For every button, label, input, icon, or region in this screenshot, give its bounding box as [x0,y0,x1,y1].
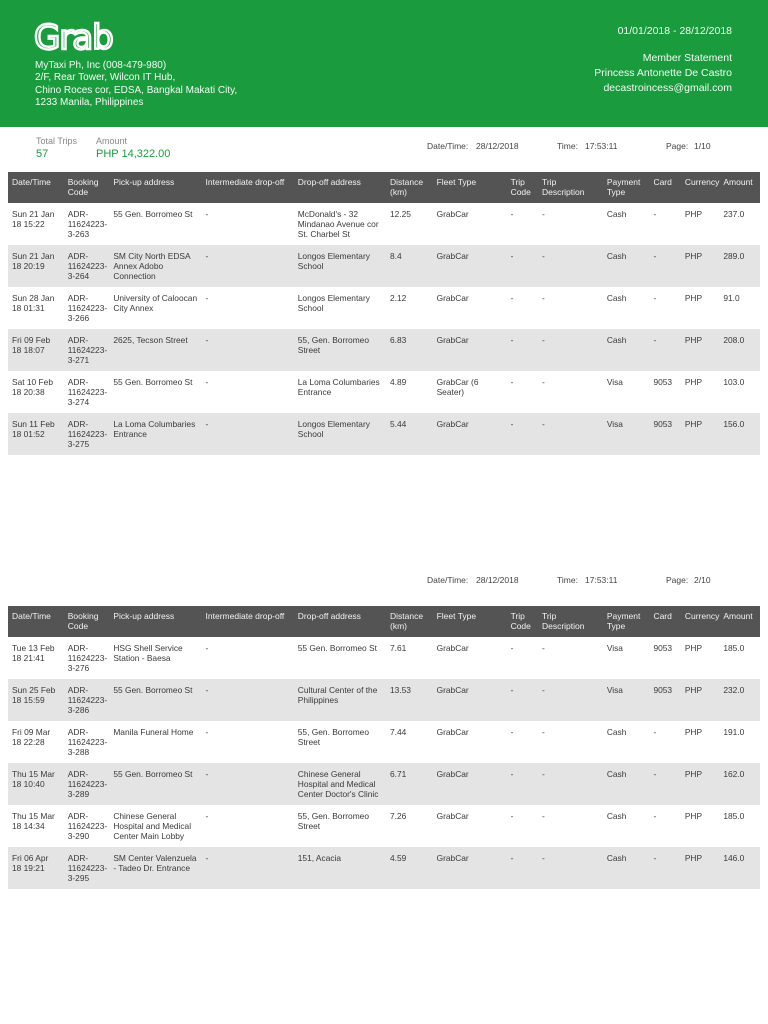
cell-payment-type: Visa [603,679,650,721]
cell-payment-type: Cash [606,209,627,219]
date-label: Date/Time: [427,575,469,585]
table-row [8,287,760,329]
cell-fleet-type: GrabCar [436,293,469,303]
table-row [8,805,760,847]
cell-fleet-type: GrabCar [433,763,507,805]
time-value: 17:53:11 [585,141,618,151]
cell-trip-description: - [541,727,545,737]
column-header-date-time: Date/Time [8,172,64,203]
table-row [8,637,760,679]
column-header-trip-code: Trip Code [507,606,538,637]
cell-date-time: Sun 28 Jan 18 01:31 [12,293,55,313]
cell-currency: PHP [681,413,720,455]
cell-amount: 232.0 [719,679,760,721]
time-label: Time: [557,575,578,585]
column-header-intermediate-dropoff: Intermediate drop-off [202,606,294,637]
column-header-dropoff-address: Drop-off address [294,172,386,203]
cell-card: 9053 [653,643,673,653]
total-trips-value: 57 [36,148,49,160]
cell-payment-type: Cash [606,811,627,821]
cell-trip-code: - [507,763,538,805]
cell-booking-code: ADR-11624223-3-263 [67,209,108,239]
cell-currency: PHP [681,329,720,371]
cell-currency: PHP [681,245,720,287]
page-label: Page: [666,575,689,585]
cell-trip-description: - [538,329,603,371]
cell-pickup-address: 55 Gen. Borromeo St [109,679,201,721]
cell-dropoff-address: Chinese General Hospital and Medical Center Doctor's Clinic [294,763,386,805]
cell-trip-description: - [538,679,603,721]
cell-fleet-type: GrabCar (6 Seater) [436,377,479,397]
column-header-payment-type: Payment Type [603,606,650,637]
column-header-currency: Currency [681,606,720,637]
cell-amount: 91.0 [723,293,740,303]
cell-intermediate-dropoff: - [205,209,209,219]
cell-distance: 8.4 [386,245,433,287]
cell-trip-description: - [538,245,603,287]
cell-distance: 12.25 [389,209,411,219]
column-header-card: Card [649,606,680,637]
column-header-distance: Distance (km) [386,606,433,637]
column-header-trip-code: Trip Code [507,172,538,203]
cell-date-time: Fri 09 Mar 18 22:28 [12,727,51,747]
page-label: Page: [666,141,689,151]
cell-trip-description: - [538,763,603,805]
cell-date-time: Thu 15 Mar 18 14:34 [12,811,55,831]
trips-table [8,606,760,889]
cell-dropoff-address: Longos Elementary School [297,293,370,313]
cell-pickup-address: 55 Gen. Borromeo St [113,209,193,219]
column-header-pickup-address: Pick-up address [109,606,201,637]
cell-date-time: Tue 13 Feb 18 21:41 [12,643,55,663]
cell-card: 9053 [649,413,680,455]
column-header-trip-description: Trip Description [538,606,603,637]
cell-payment-type: Cash [603,329,650,371]
member-name: Princess Antonette De Castro [594,67,732,79]
cell-intermediate-dropoff: - [202,763,294,805]
cell-amount: 162.0 [719,763,760,805]
table-row [8,679,760,721]
cell-trip-code: - [507,245,538,287]
cell-date-time: Sat 10 Feb 18 20:38 [12,377,53,397]
cell-currency: PHP [681,763,720,805]
cell-payment-type: Visa [603,413,650,455]
column-header-card: Card [649,172,680,203]
cell-pickup-address: Manila Funeral Home [113,727,194,737]
page-number: 1/10 [694,141,711,151]
cell-dropoff-address: 55, Gen. Borromeo Street [297,727,369,747]
total-trips-label: Total Trips [36,136,78,146]
company-line: 1233 Manila, Philippines [35,97,144,109]
cell-intermediate-dropoff: - [205,643,209,653]
cell-currency: PHP [684,811,703,821]
cell-pickup-address: 55 Gen. Borromeo St [113,377,193,387]
company-line: 2/F, Rear Tower, Wilcon IT Hub, [35,72,176,84]
cell-amount: 289.0 [719,245,760,287]
cell-dropoff-address: Longos Elementary School [294,245,386,287]
cell-booking-code: ADR-11624223-3-288 [67,727,108,757]
cell-amount: 185.0 [723,643,745,653]
cell-currency: PHP [684,293,703,303]
cell-currency: PHP [684,727,703,737]
cell-pickup-address: University of Caloocan City Annex [113,293,198,313]
column-header-payment-type: Payment Type [603,172,650,203]
table-header-row [8,606,760,637]
cell-trip-description: - [541,209,545,219]
cell-trip-description: - [541,293,545,303]
table-row [8,245,760,287]
cell-currency: PHP [681,679,720,721]
time-label: Time: [557,141,578,151]
column-header-amount: Amount [719,172,760,203]
cell-card: - [653,727,657,737]
table-row [8,763,760,805]
cell-booking-code: ADR-11624223-3-290 [67,811,108,841]
cell-dropoff-address: La Loma Columbaries Entrance [297,377,380,397]
cell-trip-description: - [538,847,603,889]
cell-card: - [649,329,680,371]
cell-intermediate-dropoff: - [205,377,209,387]
summary [36,136,736,166]
cell-payment-type: Cash [606,293,627,303]
cell-fleet-type: GrabCar [436,643,469,653]
cell-pickup-address: SM City North EDSA Annex Adobo Connection [109,245,201,287]
cell-amount: 156.0 [719,413,760,455]
cell-booking-code: ADR-11624223-3-276 [67,643,108,673]
table-row [8,203,760,245]
cell-date-time: Fri 06 Apr 18 19:21 [8,847,64,889]
cell-booking-code: ADR-11624223-3-271 [64,329,110,371]
cell-intermediate-dropoff: - [205,293,209,303]
time-value: 17:53:11 [585,575,618,585]
cell-fleet-type: GrabCar [436,727,469,737]
cell-intermediate-dropoff: - [205,811,209,821]
grab-logo [34,18,130,56]
table-row [8,847,760,889]
date-value: 28/12/2018 [476,575,519,585]
cell-pickup-address: La Loma Columbaries Entrance [109,413,201,455]
cell-trip-code: - [510,377,514,387]
cell-distance: 4.59 [386,847,433,889]
cell-booking-code: ADR-11624223-3-275 [64,413,110,455]
cell-fleet-type: GrabCar [433,329,507,371]
cell-date-time: Sun 21 Jan 18 20:19 [8,245,64,287]
cell-booking-code: ADR-11624223-3-286 [64,679,110,721]
cell-dropoff-address: 55 Gen. Borromeo St [297,643,377,653]
column-header-fleet-type: Fleet Type [433,606,507,637]
cell-trip-code: - [510,643,514,653]
cell-intermediate-dropoff: - [202,679,294,721]
amount-label: Amount [96,136,128,146]
cell-payment-type: Cash [603,847,650,889]
company-line: MyTaxi Ph, Inc (008-479-980) [35,60,167,71]
cell-payment-type: Cash [603,763,650,805]
column-header-pickup-address: Pick-up address [109,172,201,203]
cell-trip-code: - [507,413,538,455]
cell-distance: 7.44 [389,727,407,737]
statement-title: Member Statement [642,52,732,64]
cell-card: - [649,245,680,287]
cell-card: - [653,209,657,219]
trips-table [8,172,760,455]
cell-distance: 4.89 [389,377,407,387]
cell-currency: PHP [684,209,703,219]
cell-trip-code: - [510,811,514,821]
cell-card: 9053 [649,679,680,721]
column-header-distance: Distance (km) [386,172,433,203]
column-header-fleet-type: Fleet Type [433,172,507,203]
cell-intermediate-dropoff: - [205,727,209,737]
column-header-booking-code: Booking Code [64,172,110,203]
cell-amount: 103.0 [723,377,745,387]
cell-intermediate-dropoff: - [202,847,294,889]
cell-booking-code: ADR-11624223-3-264 [64,245,110,287]
column-header-amount: Amount [719,606,760,637]
cell-amount: 146.0 [719,847,760,889]
cell-payment-type: Visa [606,643,623,653]
cell-fleet-type: GrabCar [433,679,507,721]
column-header-intermediate-dropoff: Intermediate drop-off [202,172,294,203]
statement-header [0,0,768,127]
cell-card: - [653,811,657,821]
cell-pickup-address: 2625, Tecson Street [109,329,201,371]
cell-dropoff-address: McDonald's - 32 Mindanao Avenue cor St. Charbel St [297,209,379,239]
table-row [8,721,760,763]
cell-currency: PHP [684,377,703,387]
statement-info [594,24,732,96]
cell-trip-description: - [541,643,545,653]
cell-amount: 208.0 [719,329,760,371]
cell-fleet-type: GrabCar [436,811,469,821]
company-address [35,60,237,110]
cell-amount: 191.0 [723,727,745,737]
cell-dropoff-address: 151, Acacia [294,847,386,889]
cell-trip-code: - [510,293,514,303]
cell-payment-type: Cash [606,727,627,737]
cell-date-time: Sun 25 Feb 18 15:59 [8,679,64,721]
table-header-row [8,172,760,203]
cell-payment-type: Cash [603,245,650,287]
table-row [8,329,760,371]
cell-distance: 13.53 [386,679,433,721]
cell-payment-type: Visa [606,377,623,387]
cell-trip-description: - [541,811,545,821]
column-header-currency: Currency [681,172,720,203]
cell-distance: 7.26 [389,811,407,821]
amount-value: PHP 14,322.00 [96,148,171,160]
date-label: Date/Time: [427,141,469,151]
cell-fleet-type: GrabCar [433,847,507,889]
statement-period: 01/01/2018 - 28/12/2018 [617,25,732,37]
cell-currency: PHP [681,847,720,889]
cell-distance: 2.12 [389,293,407,303]
cell-dropoff-address: Longos Elementary School [294,413,386,455]
cell-pickup-address: HSG Shell Service Station - Baesa [113,643,183,663]
cell-date-time: Thu 15 Mar 18 10:40 [8,763,64,805]
table-row [8,413,760,455]
cell-card: - [653,293,657,303]
cell-date-time: Sun 11 Feb 18 01:52 [8,413,64,455]
cell-date-time: Fri 09 Feb 18 18:07 [8,329,64,371]
cell-intermediate-dropoff: - [202,413,294,455]
cell-pickup-address: Chinese General Hospital and Medical Center Main Lobby [113,811,192,841]
cell-trip-description: - [541,377,545,387]
cell-pickup-address: SM Center Valenzuela - Tadeo Dr. Entrance [109,847,201,889]
cell-amount: 185.0 [723,811,745,821]
table-row [8,371,760,413]
column-header-dropoff-address: Drop-off address [294,606,386,637]
cell-distance: 5.44 [386,413,433,455]
member-email: decastroincess@gmail.com [603,82,732,94]
cell-intermediate-dropoff: - [202,329,294,371]
cell-fleet-type: GrabCar [436,209,469,219]
cell-booking-code: ADR-11624223-3-266 [67,293,108,323]
cell-trip-code: - [510,209,514,219]
cell-trip-code: - [510,727,514,737]
column-header-booking-code: Booking Code [64,606,110,637]
cell-card: - [649,763,680,805]
logo-text: Grab [34,18,113,56]
cell-dropoff-address: Cultural Center of the Philippines [294,679,386,721]
cell-booking-code: ADR-11624223-3-289 [64,763,110,805]
cell-distance: 6.71 [386,763,433,805]
cell-trip-description: - [538,413,603,455]
cell-distance: 6.83 [386,329,433,371]
company-line: Chino Roces cor, EDSA, Bangkal Makati City, [35,84,238,96]
cell-dropoff-address: 55, Gen. Borromeo Street [294,329,386,371]
cell-pickup-address: 55 Gen. Borromeo St [109,763,201,805]
cell-booking-code: ADR-11624223-3-274 [67,377,108,407]
cell-date-time: Sun 21 Jan 18 15:22 [12,209,55,229]
cell-currency: PHP [684,643,703,653]
cell-fleet-type: GrabCar [433,245,507,287]
column-header-trip-description: Trip Description [538,172,603,203]
cell-dropoff-address: 55, Gen. Borromeo Street [297,811,369,831]
cell-trip-code: - [507,847,538,889]
cell-amount: 237.0 [723,209,745,219]
cell-trip-code: - [507,329,538,371]
cell-distance: 7.61 [389,643,407,653]
cell-intermediate-dropoff: - [202,245,294,287]
cell-booking-code: ADR-11624223-3-295 [64,847,110,889]
cell-fleet-type: GrabCar [433,413,507,455]
cell-card: - [649,847,680,889]
cell-card: 9053 [653,377,673,387]
cell-trip-code: - [507,679,538,721]
page-number: 2/10 [694,575,711,585]
date-value: 28/12/2018 [476,141,519,151]
column-header-date-time: Date/Time [8,606,64,637]
